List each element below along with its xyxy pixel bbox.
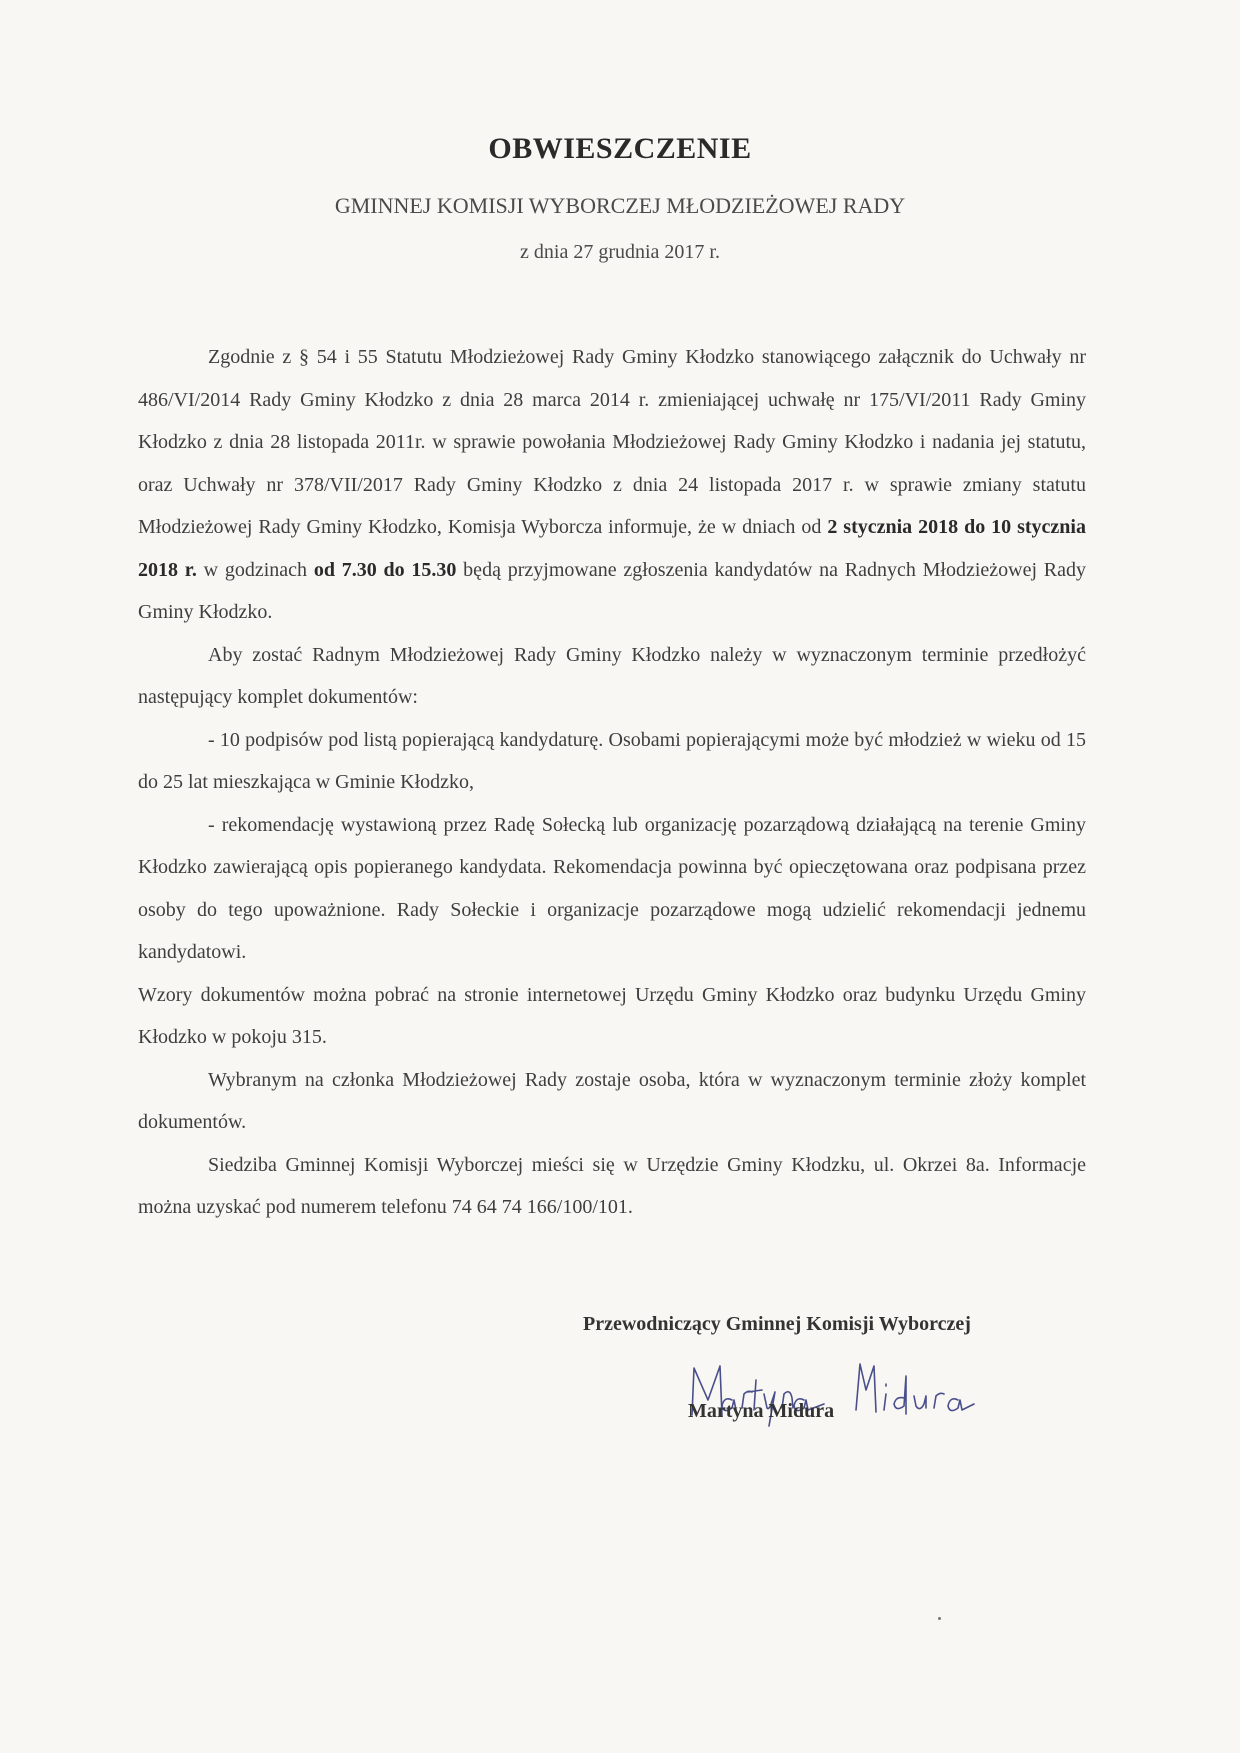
paragraph-hours-prefix: w godzinach <box>196 558 314 581</box>
document-subtitle: GMINNEJ KOMISJI WYBORCZEJ MŁODZIEŻOWEJ RADY <box>334 193 906 218</box>
submission-dates: 2 stycznia 2018 do 10 stycznia 2018 r. <box>138 516 1086 581</box>
paragraph-templates: Wzory dokumentów można pobrać na stronie internetowej Urzędu Gminy Kłodzko oraz budynku Urzędu Gminy Kłodzko w pokoju 315. <box>138 983 1086 1048</box>
paragraph-legal-basis-text: Zgodnie z § 54 i 55 Statutu Młodzieżowej Rady Gminy Kłodzko stanowiącego załącznik do Uchwały nr 486/VI/2014 Rady Gminy Kłodzko z dnia 28 marca 2014 r. zmieniającej uchwałę nr 175/VI/2011 Rady Gminy Kłodzko z dnia 28 listopada 2011r. w sprawie powołania Młodzieżowej Rady Gminy Kłodzko i nadania jej statutu, oraz Uchwały nr 378/VII/2017 Rady Gminy Kłodzko z dnia 24 listopada 2017 r. w sprawie zmiany statutu Młodzieżowej Rady Gminy Kłodzko, Komisja Wyborcza informuje, że w dniach od <box>138 346 1086 538</box>
paragraph-contact: Siedziba Gminnej Komisji Wyborczej mieści się w Urzędzie Gminy Kłodzku, ul. Okrzei 8a. Informacje można uzyskać pod numerem telefonu 74 64 74 166/100/101. <box>138 1153 1086 1218</box>
signer-name: Martyna Midura <box>688 1400 835 1422</box>
paragraph-selection: Wybranym na członka Młodzieżowej Rady zostaje osoba, która w wyznaczonym terminie złoży komplet dokumentów. <box>138 1068 1086 1133</box>
paragraph-legal-basis <box>138 336 1086 634</box>
paragraph-requirements: Aby zostać Radnym Młodzieżowej Rady Gminy Kłodzko należy w wyznaczonym terminie przedłożyć następujący komplet dokumentów: <box>138 643 1086 708</box>
scan-speck <box>938 1617 941 1620</box>
paragraph-legal-basis-end: będą przyjmowane zgłoszenia kandydatów na Radnych Młodzieżowej Rady Gminy Kłodzko. <box>138 558 1086 623</box>
document-date: z dnia 27 grudnia 2017 r. <box>520 241 720 263</box>
list-item-recommendation: - rekomendację wystawioną przez Radę Sołecką lub organizację pozarządową działającą na terenie Gminy Kłodzko zawierającą opis popieranego kandydata. Rekomendacja powinna być opieczętowana oraz podpisana przez osoby do tego upoważnione. Rady Sołeckie i organizacje pozarządowe mogą udzielić rekomendacji jednemu kandydatowi. <box>138 813 1086 963</box>
submission-hours: od 7.30 do 15.30 <box>313 558 457 581</box>
document-body <box>138 336 1086 1229</box>
document-title: OBWIESZCZENIE <box>488 132 752 165</box>
list-item-signatures: - 10 podpisów pod listą popierającą kandydaturę. Osobami popierającymi może być młodzież w wieku od 15 do 25 lat mieszkająca w Gminie Kłodzko, <box>138 728 1086 793</box>
signer-role: Przewodniczący Gminnej Komisji Wyborczej <box>583 1313 971 1335</box>
